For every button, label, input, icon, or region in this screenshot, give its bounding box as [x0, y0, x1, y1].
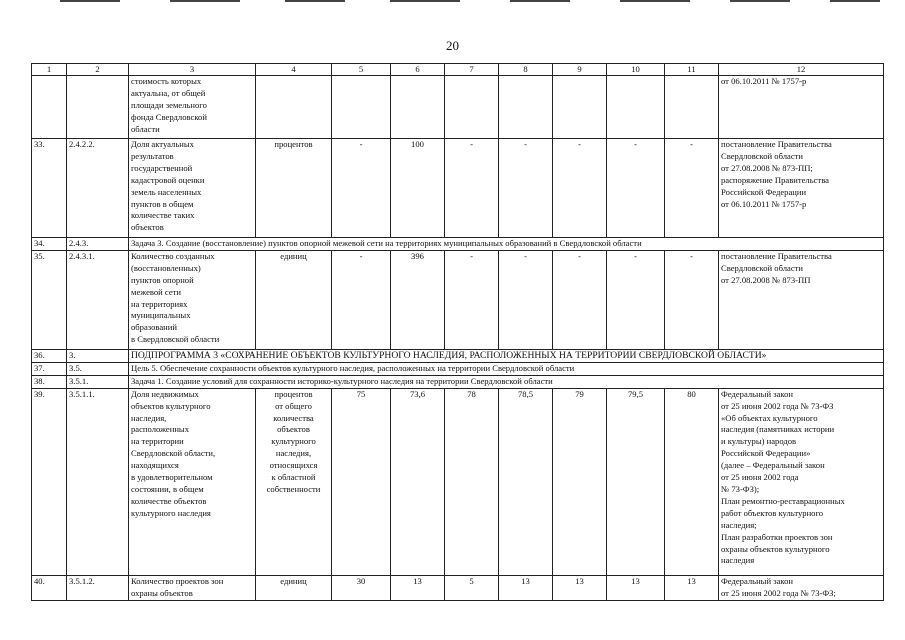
column-number: 11 — [665, 64, 719, 76]
value-6 — [391, 76, 445, 139]
value-9: - — [553, 139, 607, 238]
table-row — [32, 349, 884, 362]
value-11: - — [665, 250, 719, 349]
row-code: 3.5.1.2. — [67, 575, 129, 600]
goal-heading: Цель 5. Обеспечение сохранности объектов культурного наследия, расположенных на территории Свердловской области — [129, 362, 884, 375]
table-row — [32, 362, 884, 375]
column-number: 6 — [391, 64, 445, 76]
value-5: 75 — [332, 388, 391, 575]
row-number: 35. — [32, 250, 67, 349]
value-11: - — [665, 139, 719, 238]
column-number: 3 — [129, 64, 256, 76]
row-code: 3.5.1.1. — [67, 388, 129, 575]
unit: единиц — [256, 250, 332, 349]
task-heading: Задача 3. Создание (восстановление) пунктов опорной межевой сети на территориях муниципальных образований в Свердловской области — [129, 238, 884, 251]
column-number: 12 — [719, 64, 884, 76]
value-9: - — [553, 250, 607, 349]
value-7: - — [445, 139, 499, 238]
value-11 — [665, 76, 719, 139]
column-number: 1 — [32, 64, 67, 76]
value-9: 13 — [553, 575, 607, 600]
value-5 — [332, 76, 391, 139]
value-6: 73,6 — [391, 388, 445, 575]
legal-basis: Федеральный закон от 25 июня 2002 года № 73-ФЗ; — [719, 575, 884, 600]
legal-basis: постановление Правительства Свердловской области от 27.08.2008 № 873-ПП; распоряжение Правительства Российской Федерации от 06.10.2011 № 1757-р — [719, 139, 884, 238]
unit: единиц — [256, 575, 332, 600]
row-code: 3.5. — [67, 362, 129, 375]
unit: процентов — [256, 139, 332, 238]
value-10: - — [607, 250, 665, 349]
legal-basis: от 06.10.2011 № 1757-р — [719, 76, 884, 139]
scan-edge-marks — [0, 0, 905, 4]
column-number: 8 — [499, 64, 553, 76]
table-row — [32, 388, 884, 575]
page-number: 20 — [446, 38, 459, 53]
unit — [256, 76, 332, 139]
value-6: 13 — [391, 575, 445, 600]
value-8 — [499, 76, 553, 139]
value-5: 30 — [332, 575, 391, 600]
row-number: 40. — [32, 575, 67, 600]
row-code: 2.4.3. — [67, 238, 129, 251]
column-number: 2 — [67, 64, 129, 76]
indicators-table — [31, 63, 884, 601]
table-row — [32, 139, 884, 238]
table-row — [32, 575, 884, 600]
value-5: - — [332, 139, 391, 238]
column-number: 7 — [445, 64, 499, 76]
value-5: - — [332, 250, 391, 349]
column-number: 10 — [607, 64, 665, 76]
table-row — [32, 250, 884, 349]
column-number: 4 — [256, 64, 332, 76]
value-11: 13 — [665, 575, 719, 600]
value-9: 79 — [553, 388, 607, 575]
row-number: 39. — [32, 388, 67, 575]
value-9 — [553, 76, 607, 139]
row-code — [67, 76, 129, 139]
row-number: 37. — [32, 362, 67, 375]
row-code: 3. — [67, 349, 129, 362]
row-number: 33. — [32, 139, 67, 238]
row-number: 36. — [32, 349, 67, 362]
column-number: 5 — [332, 64, 391, 76]
value-6: 396 — [391, 250, 445, 349]
subprogram-heading: ПОДПРОГРАММА 3 «СОХРАНЕНИЕ ОБЪЕКТОВ КУЛЬТУРНОГО НАСЛЕДИЯ, РАСПОЛОЖЕННЫХ НА ТЕРРИТОРИИ СВЕРДЛОВСКОЙ ОБЛАСТИ» — [129, 349, 884, 362]
table-row — [32, 238, 884, 251]
row-code: 3.5.1. — [67, 375, 129, 388]
row-code: 2.4.2.2. — [67, 139, 129, 238]
indicator-name: Доля актуальных результатов государственной кадастровой оценки земель населенных пунктов в общем количестве таких объектов — [129, 139, 256, 238]
value-6: 100 — [391, 139, 445, 238]
legal-basis: постановление Правительства Свердловской области от 27.08.2008 № 873-ПП — [719, 250, 884, 349]
value-10 — [607, 76, 665, 139]
value-7: 78 — [445, 388, 499, 575]
value-11: 80 — [665, 388, 719, 575]
row-number — [32, 76, 67, 139]
row-number: 34. — [32, 238, 67, 251]
unit: процентов от общего количества объектов культурного наследия, относящихся к областной собственности — [256, 388, 332, 575]
value-10: 13 — [607, 575, 665, 600]
indicator-name: Количество созданных (восстановленных) пунктов опорной межевой сети на территориях муниципальных образований в Свердловской области — [129, 250, 256, 349]
value-8: 78,5 — [499, 388, 553, 575]
value-7: - — [445, 250, 499, 349]
value-10: 79,5 — [607, 388, 665, 575]
value-8: 13 — [499, 575, 553, 600]
indicator-name: Количество проектов зон охраны объектов — [129, 575, 256, 600]
table-row — [32, 375, 884, 388]
row-code: 2.4.3.1. — [67, 250, 129, 349]
legal-basis: Федеральный закон от 25 июня 2002 года № 73-ФЗ «Об объектах культурного наследия (памятниках истории и культуры) народов Российской Федерации» (далее – Федеральный закон от 25 июня 2002 года № 73-ФЗ); План ремонтно-реставрационных работ объектов культурного наследия; План разработки проектов зон охраны объектов культурного наследия — [719, 388, 884, 575]
column-number-row — [32, 64, 884, 76]
value-7: 5 — [445, 575, 499, 600]
table-row — [32, 76, 884, 139]
column-number: 9 — [553, 64, 607, 76]
value-10: - — [607, 139, 665, 238]
indicator-name: стоимость которых актуальна, от общей площади земельного фонда Свердловской области — [129, 76, 256, 139]
indicator-name: Доля недвижимых объектов культурного наследия, расположенных на территории Свердловской области, находящихся в удовлетворительном состоянии, в общем количестве объектов культурного наследия — [129, 388, 256, 575]
value-7 — [445, 76, 499, 139]
task-heading: Задача 1. Создание условий для сохранности историко-культурного наследия на территории Свердловской области — [129, 375, 884, 388]
value-8: - — [499, 139, 553, 238]
row-number: 38. — [32, 375, 67, 388]
value-8: - — [499, 250, 553, 349]
